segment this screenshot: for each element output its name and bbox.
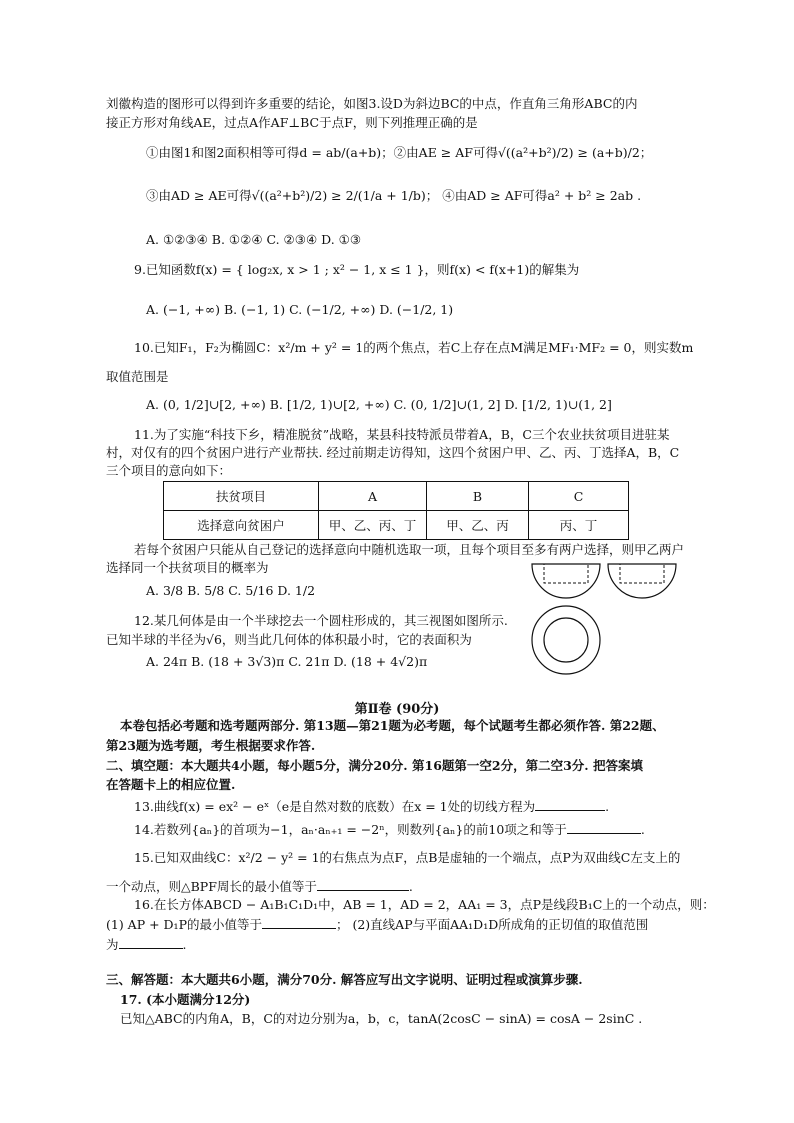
table-cell: 甲、乙、丙: [427, 511, 529, 540]
table-cell: 甲、乙、丙、丁: [319, 511, 427, 540]
q12-line-2: 已知半球的半径为√6，则当此几何体的体积最小时，它的表面积为: [106, 632, 472, 647]
q17-title: 17. (本小题满分12分): [120, 992, 251, 1007]
q15-line-2: 一个动点，则△BPF周长的最小值等于 .: [106, 879, 413, 894]
side-view-cylinder: [620, 564, 664, 583]
q10-options: A. (0, 1/2]∪[2, +∞) B. [1/2, 1)∪[2, +∞) C. (0, 1/2]∪(1, 2] D. [1/2, 1)∪(1, 2]: [146, 397, 612, 412]
q8-statement-2: ③由AD ≥ AE可得√((a²+b²)/2) ≥ 2/(1/a + 1/b)； ④由AD ≥ AF可得a² + b² ≥ 2ab .: [146, 188, 642, 203]
table-cell: 选择意向贫困户: [164, 511, 319, 540]
table-cell: 丙、丁: [529, 511, 629, 540]
q15-answer-blank: [317, 877, 409, 891]
table-header-cell: B: [427, 482, 529, 511]
q11-line-1: 11.为了实施“科技下乡，精准脱贫”战略，某县科技特派员带着A，B，C三个农业扶贫项目进驻某: [134, 427, 670, 442]
q16-text-b: ； (2)直线AP与平面AA₁D₁D所成角的正切值的取值范围: [335, 917, 649, 932]
q11-line-4: 若每个贫困户只能从自己登记的选择意向中随机选取一项，且每个项目至多有两户选择，则甲乙两户: [134, 542, 685, 557]
table-header-cell: 扶贫项目: [164, 482, 319, 511]
q16-line-1: 16.在长方体ABCD − A₁B₁C₁D₁中，AB = 1，AD = 2，AA₁ = 3，点P是线段B₁C上的一个动点，则：: [134, 897, 715, 912]
q8-options: A. ①②③④ B. ①②④ C. ②③④ D. ①③: [146, 232, 362, 247]
q14: 14.若数列{aₙ}的首项为−1，aₙ·aₙ₊₁ = −2ⁿ，则数列{aₙ}的前10项之和等于 .: [134, 822, 645, 837]
q14-answer-blank: [567, 820, 641, 834]
q11-line-5: 选择同一个扶贫项目的概率为: [106, 560, 269, 575]
q9-options: A. (−1, +∞) B. (−1, 1) C. (−1/2, +∞) D. (−1/2, 1): [146, 302, 454, 317]
q12-line-1: 12.某几何体是由一个半球挖去一个圆柱形成的，其三视图如图所示.: [134, 613, 508, 628]
section-2-heading: 二、填空题：本大题共4小题，每小题5分，满分20分. 第16题第一空2分，第二空3分. 把答案填: [106, 758, 643, 773]
front-view-cylinder: [544, 564, 588, 583]
three-view-figure: [530, 560, 680, 685]
q13-text: 13.曲线f(x) = ex² − eˣ（e是自然对数的底数）在x = 1处的切线方程为: [134, 799, 536, 814]
part-2-desc-2: 第23题为选考题，考生根据要求作答.: [106, 738, 316, 753]
q11-line-2: 村，对仅有的四个贫困户进行产业帮扶. 经过前期走访得知，这四个贫困户甲、乙、丙、丁选择A，B，C: [106, 445, 680, 460]
q15-line-1: 15.已知双曲线C：x²/2 − y² = 1的右焦点为点F，点B是虚轴的一个端点，点P为双曲线C左支上的: [134, 850, 681, 865]
intro-line-1: 刘徽构造的图形可以得到许多重要的结论，如图3.设D为斜边BC的中点，作直角三角形ABC的内: [106, 96, 638, 111]
table-header-cell: A: [319, 482, 427, 511]
q15-text: 一个动点，则△BPF周长的最小值等于: [106, 879, 317, 894]
q11-line-3: 三个项目的意向如下：: [106, 463, 232, 478]
intro-line-2: 接正方形对角线AE，过点A作AF⊥BC于点F，则下列推理正确的是: [106, 115, 478, 130]
q14-text: 14.若数列{aₙ}的首项为−1，aₙ·aₙ₊₁ = −2ⁿ，则数列{aₙ}的前10项之和等于: [134, 822, 567, 837]
part-2-desc-1: 本卷包括必考题和选考题两部分. 第13题—第21题为必考题，每个试题考生都必须作答. 第22题、: [120, 718, 665, 733]
part-2-title: 第Ⅱ卷 (90分): [354, 702, 440, 717]
q13-answer-blank: [535, 797, 605, 811]
q10-stem-2: 取值范围是: [106, 369, 169, 384]
q11-choice-table: [163, 481, 629, 540]
side-view-hemisphere: [608, 564, 676, 598]
q16-line-2: [106, 915, 648, 934]
q9-stem: 9.已知函数f(x) = { log₂x, x > 1 ; x² − 1, x ≤ 1 }，则f(x) < f(x+1)的解集为: [134, 262, 580, 277]
q16-line-3: 为 .: [106, 937, 187, 952]
q17-text: 已知△ABC的内角A，B，C的对边分别为a，b，c，tanA(2cosC − sinA) = cosA − 2sinC .: [120, 1011, 643, 1026]
section-3-heading: 三、解答题：本大题共6小题，满分70分. 解答应写出文字说明、证明过程或演算步骤.: [106, 972, 583, 987]
q16-text-a: (1) AP + D₁P的最小值等于: [106, 917, 262, 932]
q8-statement-1: ①由图1和图2面积相等可得d = ab/(a+b)；②由AE ≥ AF可得√((a²+b²)/2) ≥ (a+b)/2；: [146, 145, 653, 160]
top-view-inner-circle: [544, 618, 588, 662]
section-2-heading-cont: 在答题卡上的相应位置.: [106, 777, 236, 792]
q11-options: A. 3/8 B. 5/8 C. 5/16 D. 1/2: [146, 583, 316, 598]
front-view-hemisphere: [532, 564, 600, 598]
table-header-cell: C: [529, 482, 629, 511]
q16-text-c: 为: [106, 937, 119, 952]
q12-options: A. 24π B. (18 + 3√3)π C. 21π D. (18 + 4√2)π: [146, 654, 428, 669]
q10-stem: 10.已知F₁，F₂为椭圆C：x²/m + y² = 1的两个焦点，若C上存在点M满足MF₁·MF₂ = 0，则实数m: [134, 340, 694, 355]
q16-answer-blank-2: [119, 935, 183, 949]
top-view-outer-circle: [532, 606, 600, 674]
q13: 13.曲线f(x) = ex² − eˣ（e是自然对数的底数）在x = 1处的切线方程为 .: [134, 799, 610, 814]
q16-answer-blank-1: [262, 915, 336, 929]
table-header-row: [164, 482, 629, 511]
table-row: [164, 511, 629, 540]
